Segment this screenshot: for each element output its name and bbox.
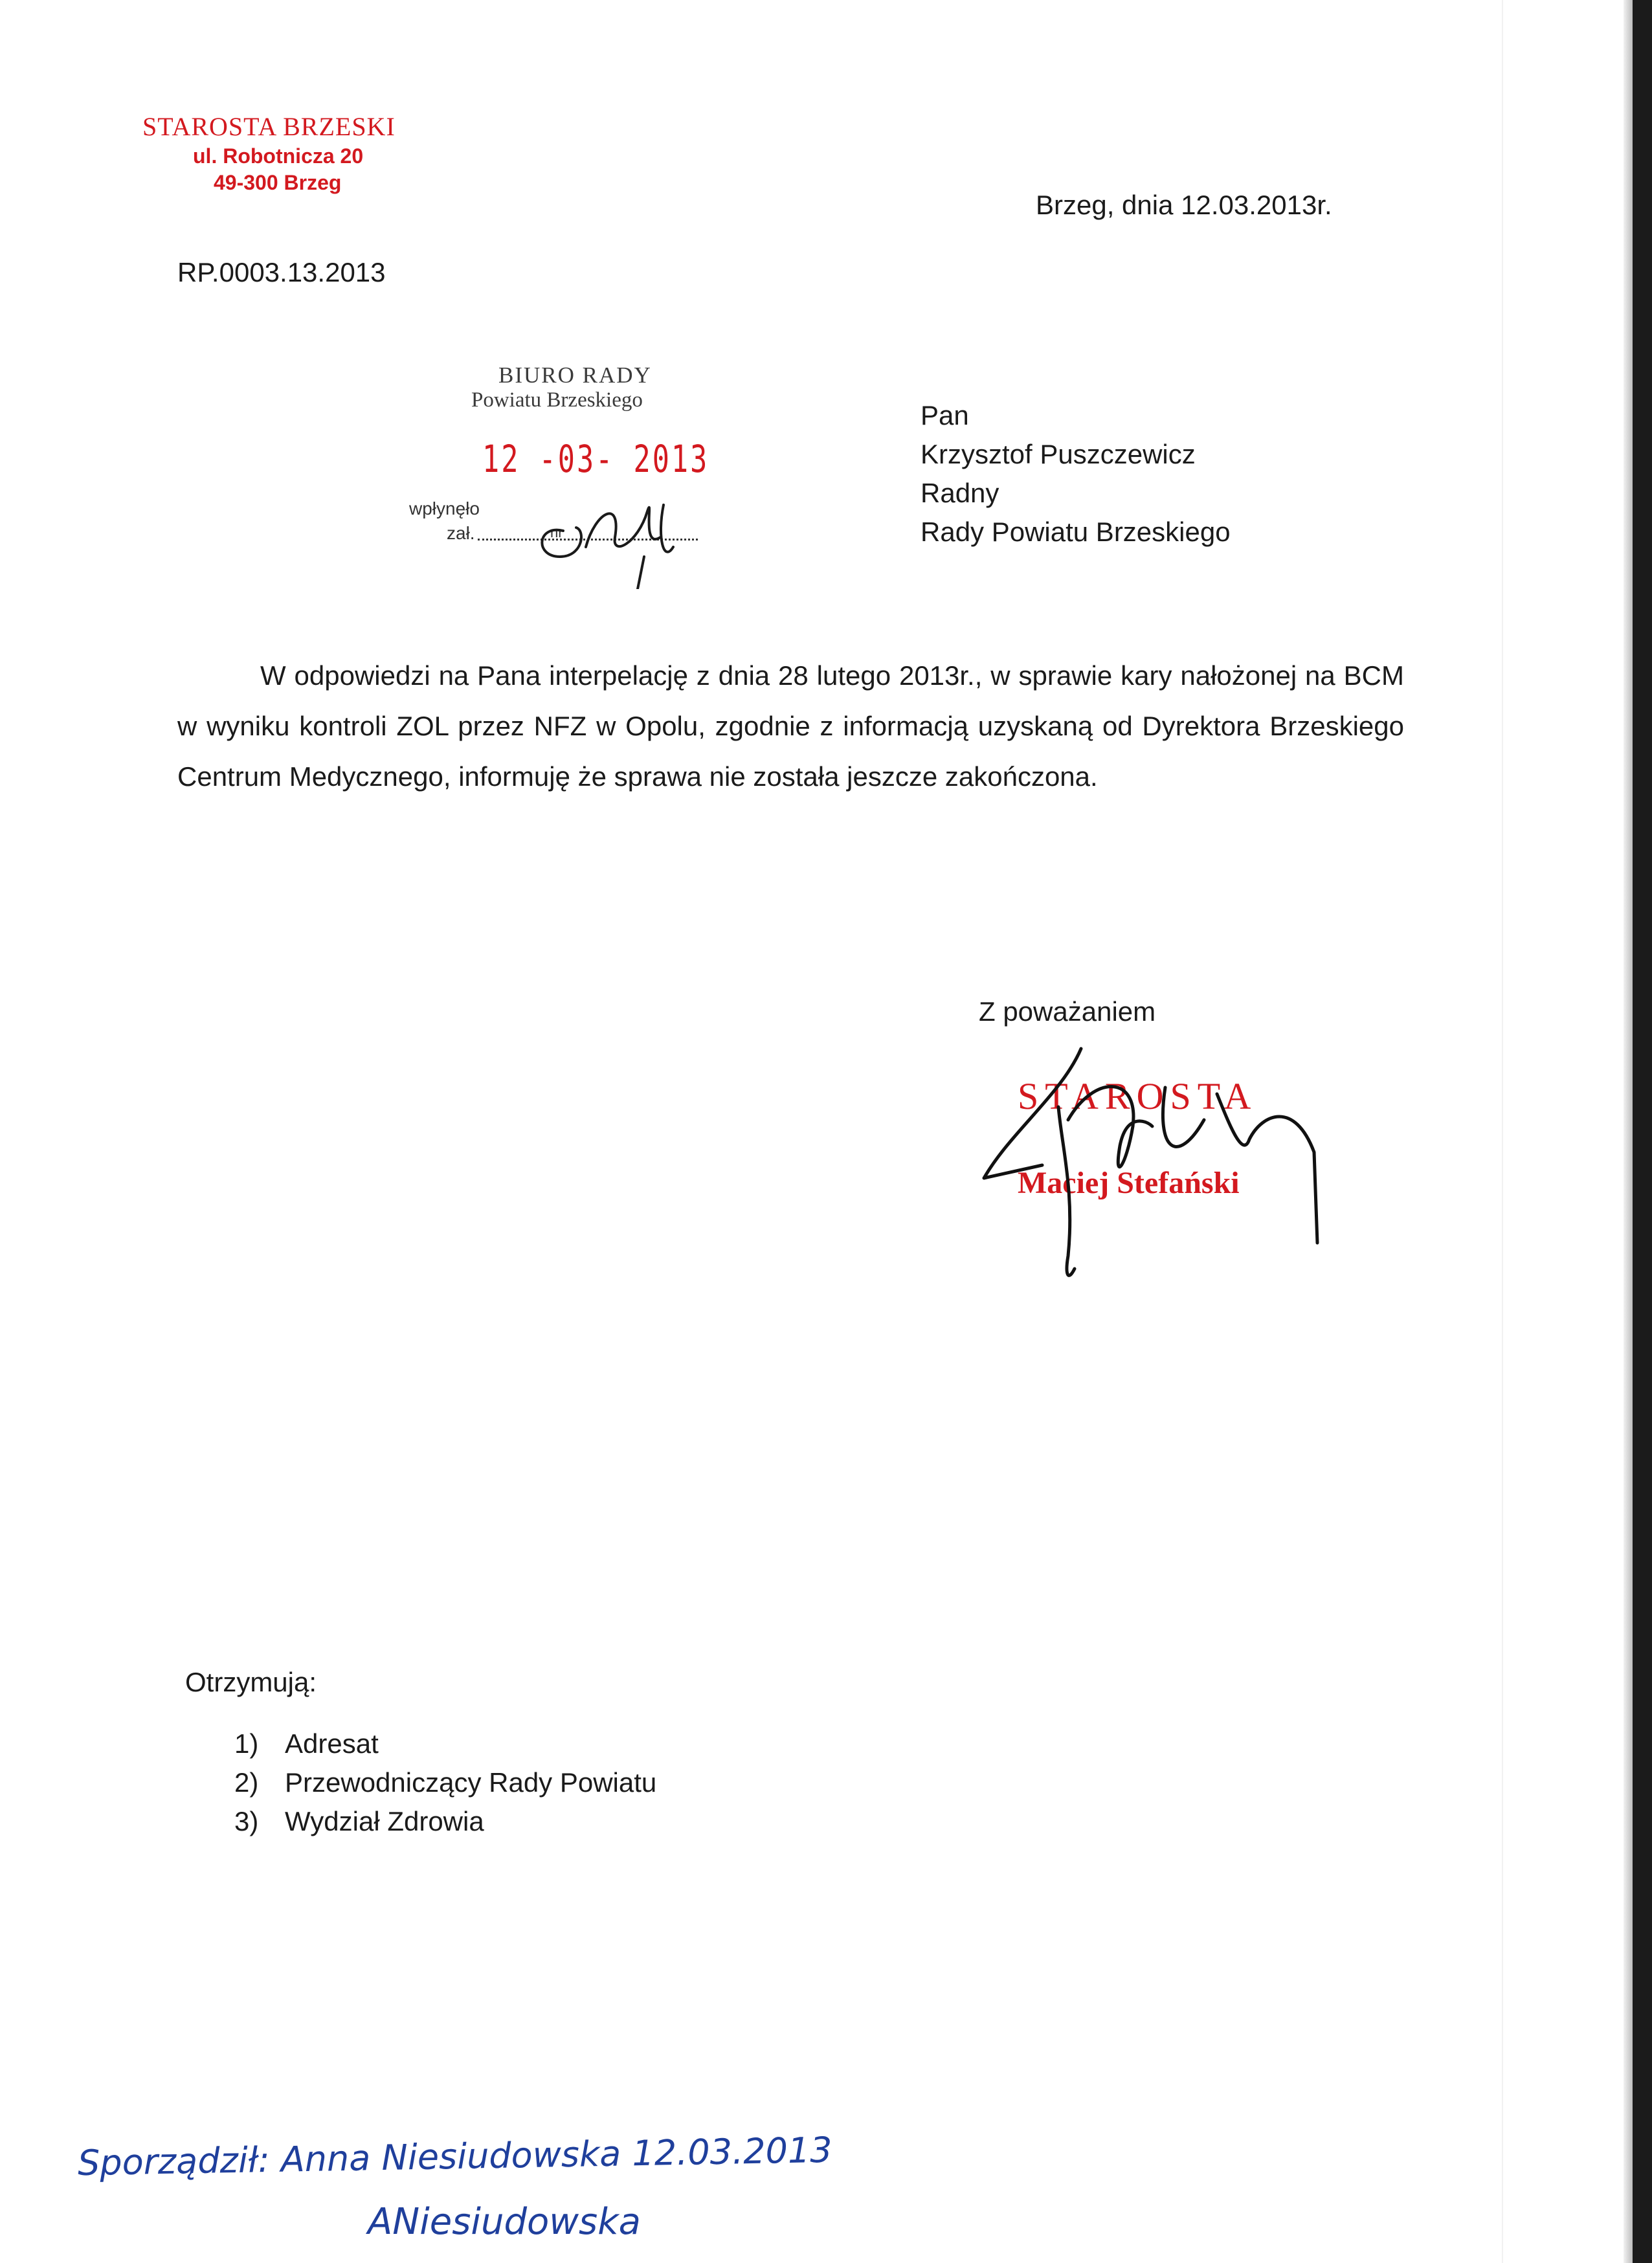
signature-stamp-title: STAROSTA [1018, 1075, 1258, 1117]
addressee-role: Radny [921, 478, 999, 508]
received-stamp [401, 362, 738, 583]
list-item [234, 1767, 656, 1806]
letter-body [177, 651, 1404, 802]
list-item-label: Przewodniczący Rady Powiatu [285, 1767, 657, 1798]
office-stamp-name: STAROSTA BRZESKI [142, 112, 396, 141]
scan-edge [1633, 0, 1652, 2263]
office-stamp-city: 49-300 Brzeg [214, 171, 342, 194]
received-stamp-signature [524, 485, 719, 589]
received-stamp-subtitle: Powiatu Brzeskiego [471, 388, 643, 412]
handwritten-prepared-by: Sporządził: Anna Niesiudowska 12.03.2013 [77, 2129, 833, 2184]
addressee [921, 396, 1231, 552]
list-item [234, 1806, 656, 1845]
recipients-heading: Otrzymują: [185, 1667, 317, 1697]
list-item-number: 1) [234, 1728, 259, 1759]
received-stamp-nr: nr [550, 524, 563, 541]
recipients-list [234, 1728, 656, 1845]
received-stamp-wplynelo: wpłynęło [409, 498, 480, 518]
office-stamp [142, 111, 396, 195]
letter-body-text: W odpowiedzi na Pana interpelację z dnia 28 lutego 2013r., w sprawie kary nałożonej na BCM w wyniku kontroli ZOL przez NFZ w Opolu, zgodnie z informacją uzyskaną od Dyrektora Brzeskiego Centrum Medycznego, informuję że sprawa nie została jeszcze zakończona. [177, 660, 1404, 792]
list-item-label: Adresat [285, 1728, 379, 1759]
addressee-name: Krzysztof Puszczewicz [921, 439, 1196, 469]
list-item-label: Wydział Zdrowia [285, 1806, 484, 1836]
place-date: Brzeg, dnia 12.03.2013r. [1036, 190, 1332, 220]
page-crease [1502, 0, 1503, 2263]
handwritten-signature [971, 1036, 1334, 1282]
reference-number: RP.0003.13.2013 [177, 257, 386, 287]
list-item [234, 1728, 656, 1767]
received-stamp-date: 12 -03- 2013 [482, 437, 709, 481]
signature-block [971, 1036, 1334, 1282]
list-item-number: 3) [234, 1806, 259, 1836]
signature-stamp-name: Maciej Stefański [1018, 1166, 1240, 1200]
office-stamp-street: ul. Robotnicza 20 [193, 144, 364, 168]
closing: Z poważaniem [979, 996, 1156, 1027]
list-item-number: 2) [234, 1767, 259, 1798]
addressee-salutation: Pan [921, 400, 969, 430]
received-stamp-title: BIURO RADY [498, 362, 652, 388]
scan-edge-shadow [1624, 0, 1633, 2263]
received-stamp-zal: zał. [447, 523, 475, 543]
addressee-council: Rady Powiatu Brzeskiego [921, 517, 1231, 547]
handwritten-initials: ANiesiudowska [368, 2201, 641, 2243]
